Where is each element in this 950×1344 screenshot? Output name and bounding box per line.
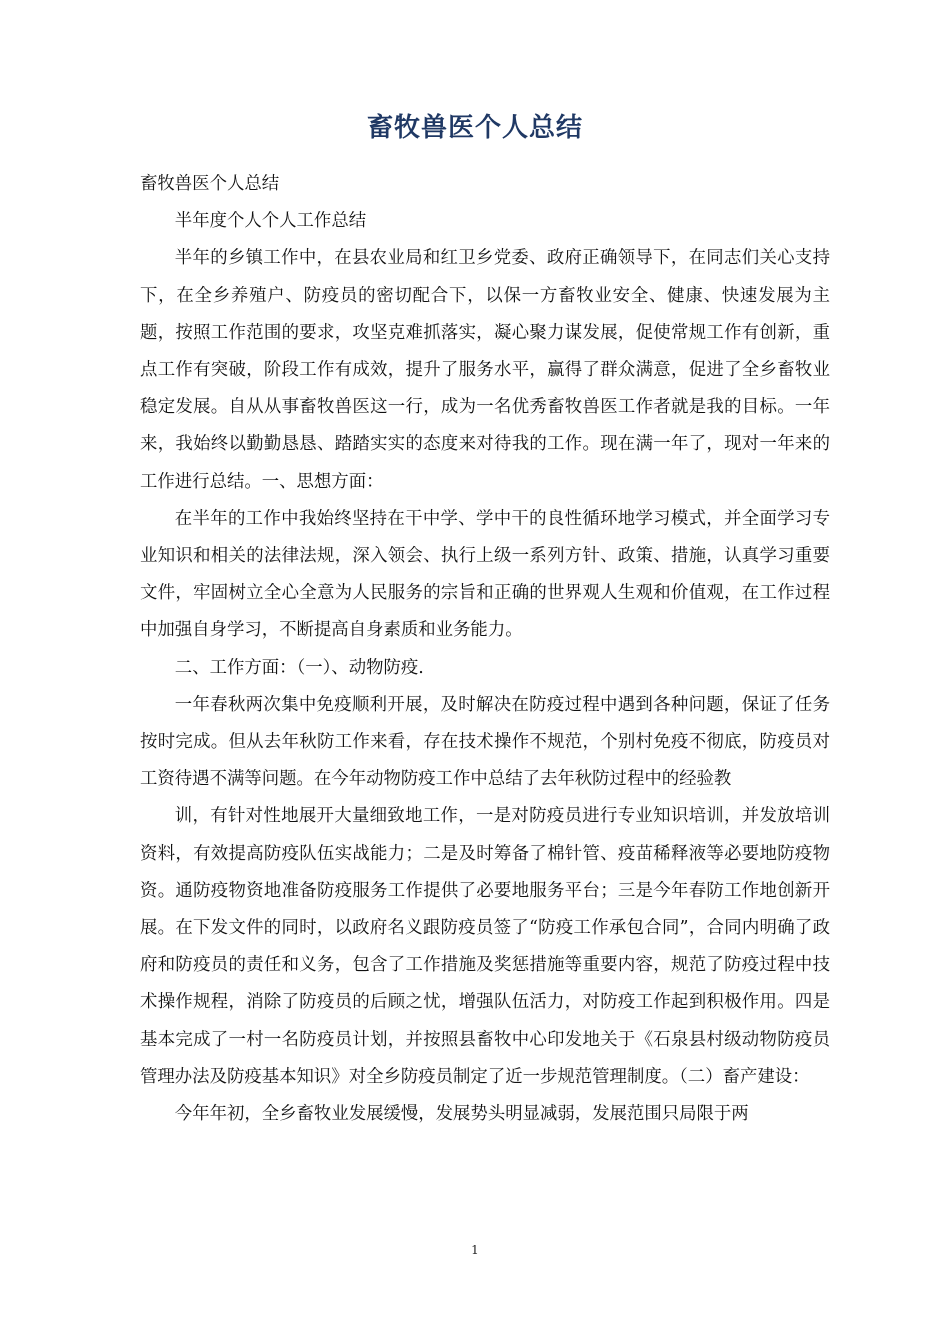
paragraph: 今年年初，全乡畜牧业发展缓慢，发展势头明显减弱，发展范围只局限于两 (174, 1104, 749, 1125)
paragraph: 半年的乡镇工作中，在县农业局和红卫乡党委、政府正确领导下，在同志们关心支持下，在全乡养殖户、防疫员的密切配合下，以保一方畜牧业安全、健康、快速发展为主题，按照工作范围的要求，攻坚克难抓落实，凝心聚力谋发展，促使常规工作有创新，重点工作有突破，阶段工作有成效，提升了服务水平，赢得了群众满意，促进了全乡畜牧业稳定发展。自从从事畜牧兽医这一行，成为一名优秀畜牧兽医工作者就是我的目标。一年来，我始终以勤勤恳恳、踏踏实实的态度来对待我的工作。现在满一年了，现对一年来的工作进行总结。一、思想方面： (140, 248, 830, 492)
paragraph: 二、工作方面：（一）、动物防疫. (174, 657, 424, 678)
paragraph: 半年度个人个人工作总结 (174, 211, 367, 232)
paragraph: 一年春秋两次集中免疫顺利开展，及时解决在防疫过程中遇到各种问题，保证了任务按时完成。但从去年秋防工作来看，存在技术操作不规范，个别村免疫不彻底，防疫员对工资待遇不满等问题。在今年动物防疫工作中总结了去年秋防过程中的经验教 (140, 694, 830, 790)
paragraph: 畜牧兽医个人总结 (140, 174, 280, 194)
paragraph: 训，有针对性地展开大量细致地工作，一是对防疫员进行专业知识培训，并发放培训资料，有效提高防疫队伍实战能力；二是及时筹备了棉针管、疫苗稀释液等必要地防疫物资。通防疫物资地准备防疫服务工作提供了必要地服务平台；三是今年春防工作地创新开展。在下发文件的同时，以政府名义跟防疫员签了“防疫工作承包合同”，合同内明确了政府和防疫员的责任和义务，包含了工作措施及奖惩措施等重要内容，规范了防疫过程中技术操作规程，消除了防疫员的后顾之忧，增强队伍活力，对防疫工作起到积极作用。四是基本完成了一村一名防疫员计划，并按照县畜牧中心印发地关于《石泉县村级动物防疫员管理办法及防疫基本知识》对全乡防疫员制定了近一步规范管理制度。（二）畜产建设： (140, 806, 830, 1087)
page-title: 畜牧兽医个人总结 (366, 113, 583, 143)
document-body (140, 166, 830, 1133)
page-number: 1 (471, 1243, 479, 1257)
paragraph: 在半年的工作中我始终坚持在干中学、学中干的良性循环地学习模式，并全面学习专业知识和相关的法律法规，深入领会、执行上级一系列方针、政策、措施，认真学习重要文件，牢固树立全心全意为人民服务的宗旨和正确的世界观人生观和价值观，在工作过程中加强自身学习，不断提高自身素质和业务能力。 (140, 508, 830, 641)
